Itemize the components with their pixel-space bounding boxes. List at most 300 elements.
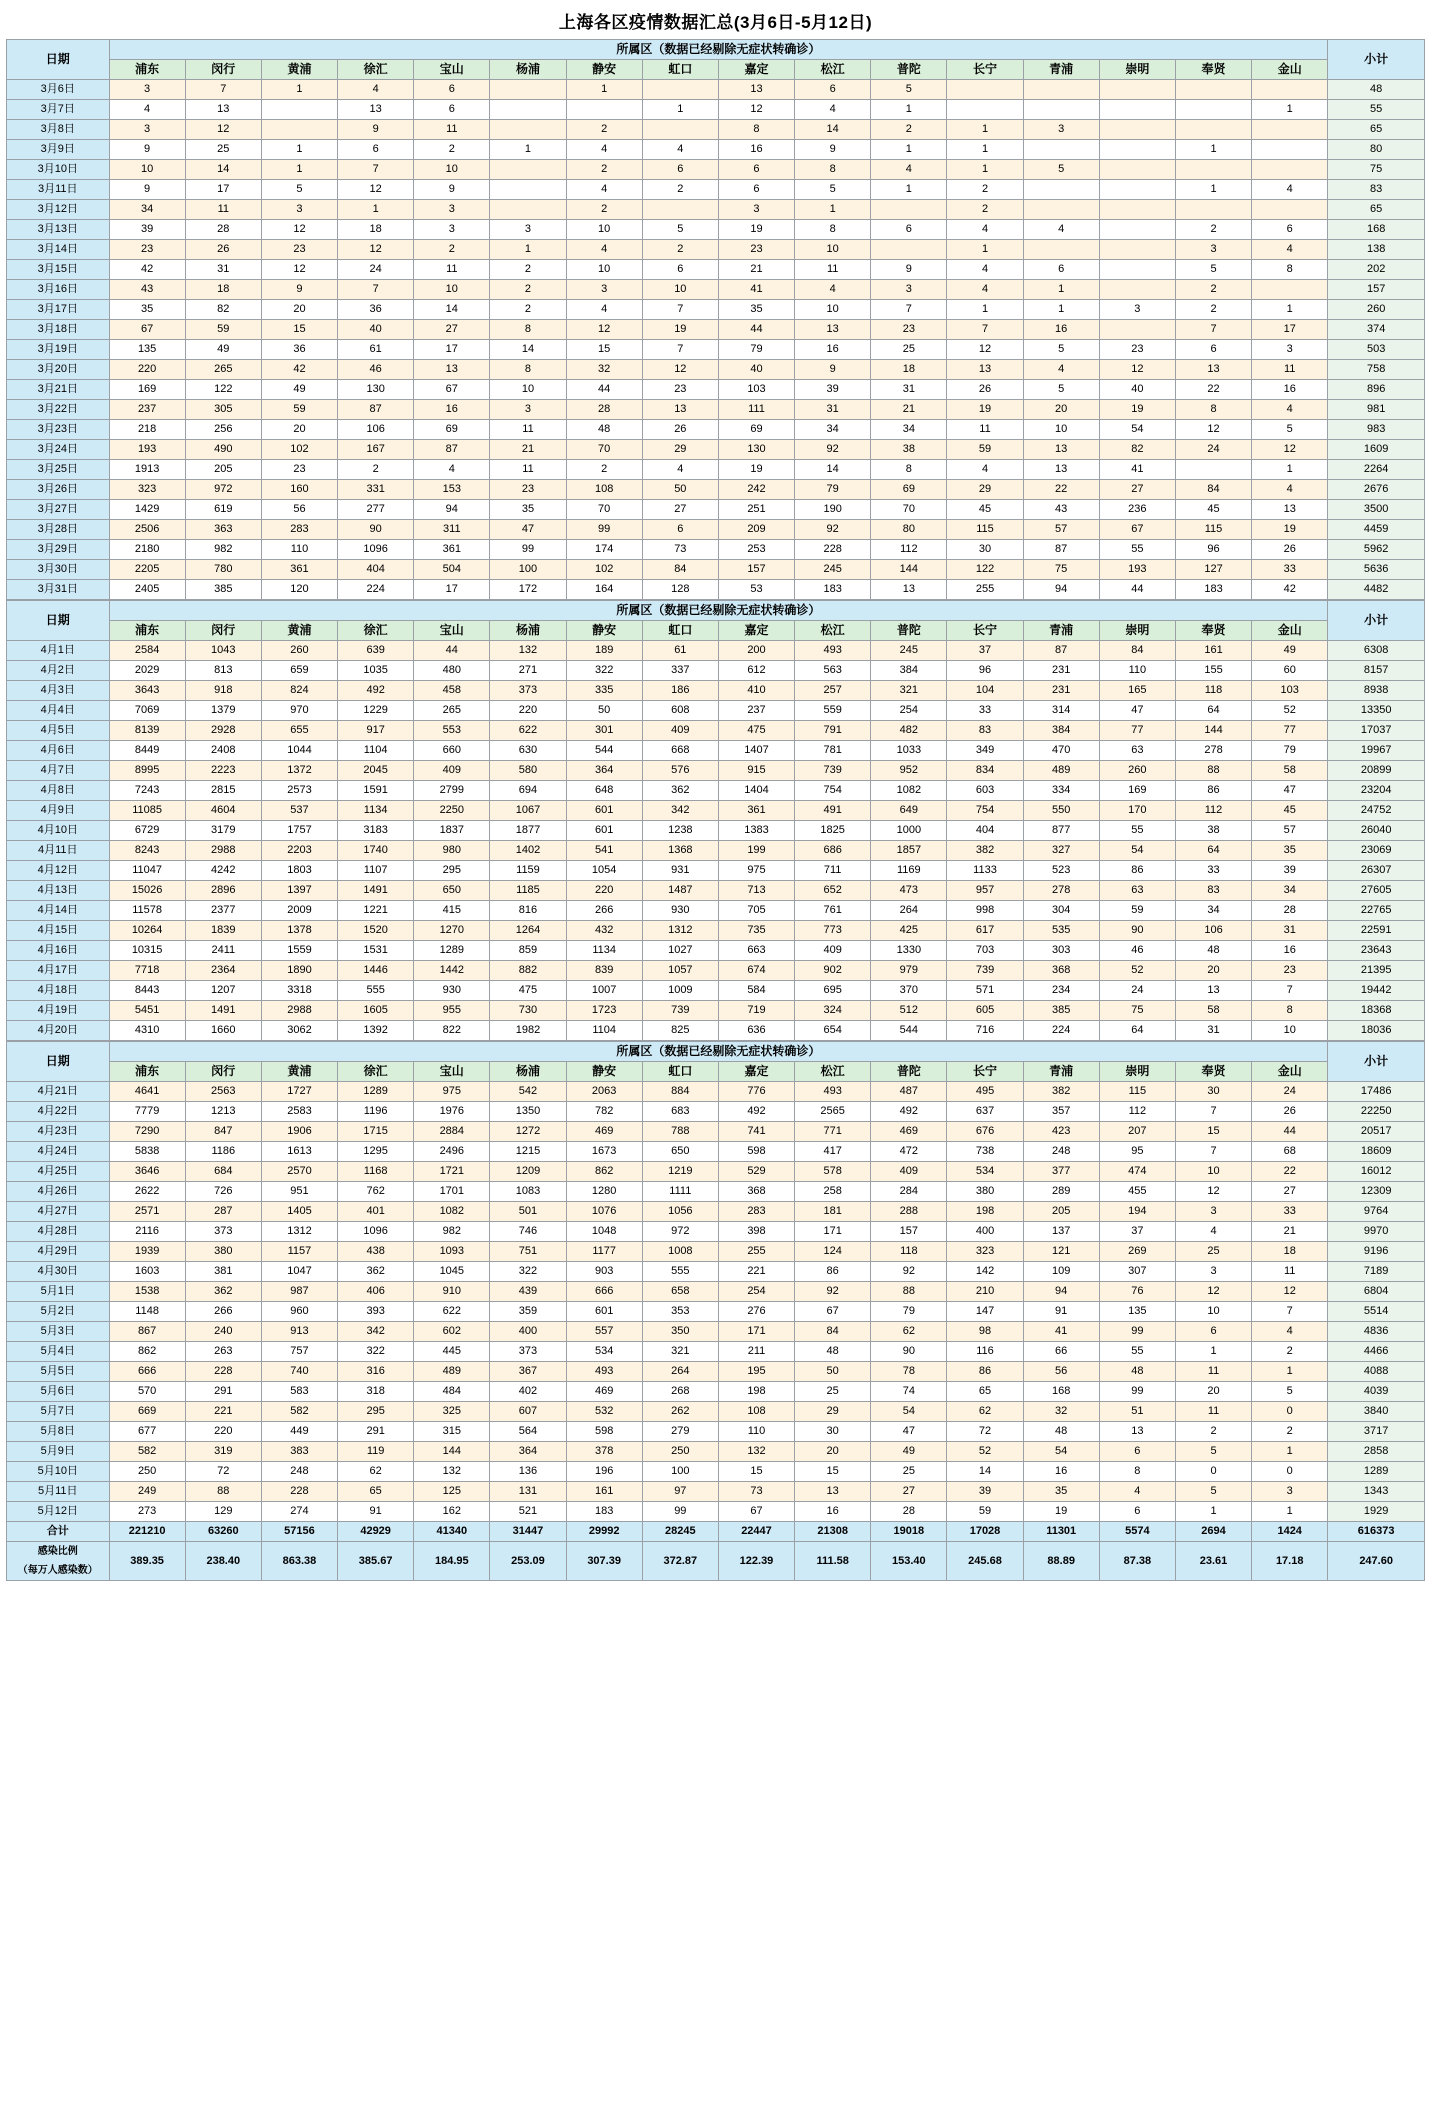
data-cell: 33	[947, 701, 1023, 721]
table-row	[7, 1502, 1425, 1522]
data-cell: 240	[185, 1322, 261, 1342]
data-cell: 1093	[414, 1242, 490, 1262]
data-cell: 695	[795, 981, 871, 1001]
header-district-huangpu: 黄浦	[261, 1062, 337, 1082]
data-cell: 220	[109, 360, 185, 380]
data-cell: 975	[414, 1082, 490, 1102]
data-cell: 975	[718, 861, 794, 881]
data-cell	[1175, 100, 1251, 120]
data-cell: 15	[718, 1462, 794, 1482]
data-cell: 52	[947, 1442, 1023, 1462]
data-cell: 1520	[338, 921, 414, 941]
header-district-jiading: 嘉定	[718, 1062, 794, 1082]
data-cell: 2988	[185, 841, 261, 861]
header-group-2: 所属区（数据已经剔除无症状转确诊）	[109, 601, 1328, 621]
data-cell: 321	[871, 681, 947, 701]
row-date-cell: 5月4日	[7, 1342, 110, 1362]
data-cell: 283	[718, 1202, 794, 1222]
data-cell: 283	[261, 520, 337, 540]
data-cell: 2	[871, 120, 947, 140]
data-cell: 359	[490, 1302, 566, 1322]
data-cell: 370	[871, 981, 947, 1001]
data-cell: 264	[642, 1362, 718, 1382]
table-row	[7, 1082, 1425, 1102]
data-cell: 31	[185, 260, 261, 280]
data-cell: 913	[261, 1322, 337, 1342]
data-cell: 65	[947, 1382, 1023, 1402]
header-district-chongming: 崇明	[1099, 1062, 1175, 1082]
data-cell: 47	[871, 1422, 947, 1442]
data-cell: 137	[1023, 1222, 1099, 1242]
data-cell: 274	[261, 1502, 337, 1522]
data-cell: 228	[795, 540, 871, 560]
data-cell: 35	[109, 300, 185, 320]
data-cell: 666	[566, 1282, 642, 1302]
header-district-baoshan: 宝山	[414, 621, 490, 641]
data-cell: 4	[871, 160, 947, 180]
data-cell: 1531	[338, 941, 414, 961]
data-cell: 67	[795, 1302, 871, 1322]
data-cell: 3	[261, 200, 337, 220]
data-cell: 11	[1175, 1362, 1251, 1382]
data-cell	[490, 120, 566, 140]
data-cell: 559	[795, 701, 871, 721]
data-cell: 1185	[490, 881, 566, 901]
data-cell: 3	[871, 280, 947, 300]
data-cell: 224	[338, 580, 414, 600]
data-cell: 404	[947, 821, 1023, 841]
data-cell: 719	[718, 1001, 794, 1021]
data-cell: 583	[261, 1382, 337, 1402]
row-date-cell: 5月11日	[7, 1482, 110, 1502]
data-cell: 73	[642, 540, 718, 560]
data-cell: 5	[642, 220, 718, 240]
data-cell: 136	[490, 1462, 566, 1482]
data-cell: 2884	[414, 1122, 490, 1142]
data-cell: 380	[947, 1182, 1023, 1202]
page-title: 上海各区疫情数据汇总(3月6日-5月12日)	[558, 13, 873, 32]
data-cell: 598	[718, 1142, 794, 1162]
data-cell: 455	[1099, 1182, 1175, 1202]
data-cell: 94	[1023, 1282, 1099, 1302]
table-row	[7, 1001, 1425, 1021]
data-cell: 74	[871, 1382, 947, 1402]
data-cell: 582	[261, 1402, 337, 1422]
data-cell: 48	[1175, 941, 1251, 961]
data-cell: 780	[185, 560, 261, 580]
data-cell: 1107	[338, 861, 414, 881]
data-cell: 228	[261, 1482, 337, 1502]
data-cell: 10	[1175, 1162, 1251, 1182]
data-cell	[1175, 80, 1251, 100]
data-cell: 382	[947, 841, 1023, 861]
data-cell: 10	[414, 280, 490, 300]
data-cell: 58	[1175, 1001, 1251, 1021]
data-cell: 1	[947, 160, 1023, 180]
data-cell: 95	[1099, 1142, 1175, 1162]
data-cell: 404	[338, 560, 414, 580]
data-cell: 1538	[109, 1282, 185, 1302]
data-cell: 86	[1175, 781, 1251, 801]
data-cell: 617	[947, 921, 1023, 941]
data-cell: 1	[1175, 140, 1251, 160]
header-district-huangpu: 黄浦	[261, 60, 337, 80]
data-cell: 130	[718, 440, 794, 460]
data-cell: 1213	[185, 1102, 261, 1122]
data-cell: 362	[185, 1282, 261, 1302]
data-cell: 683	[642, 1102, 718, 1122]
data-cell: 14	[947, 1462, 1023, 1482]
data-cell: 322	[490, 1262, 566, 1282]
data-cell: 322	[566, 661, 642, 681]
data-cell: 2029	[109, 661, 185, 681]
data-cell: 730	[490, 1001, 566, 1021]
data-cell: 655	[261, 721, 337, 741]
data-cell: 740	[261, 1362, 337, 1382]
data-cell: 1096	[338, 1222, 414, 1242]
data-cell: 19	[1099, 400, 1175, 420]
data-cell: 242	[718, 480, 794, 500]
data-cell: 17	[1252, 320, 1328, 340]
row-date-cell: 5月3日	[7, 1322, 110, 1342]
row-date-cell: 3月26日	[7, 480, 110, 500]
data-cell: 84	[642, 560, 718, 580]
data-cell: 77	[1099, 721, 1175, 741]
header-district-songjiang: 松江	[795, 621, 871, 641]
row-subtotal-cell: 18036	[1328, 1021, 1425, 1041]
row-subtotal-cell: 22591	[1328, 921, 1425, 941]
row-subtotal-cell: 202	[1328, 260, 1425, 280]
data-cell: 14	[795, 120, 871, 140]
data-cell: 39	[109, 220, 185, 240]
data-cell: 862	[566, 1162, 642, 1182]
data-cell: 22	[1023, 480, 1099, 500]
data-cell: 304	[1023, 901, 1099, 921]
data-cell: 6	[338, 140, 414, 160]
data-cell: 40	[338, 320, 414, 340]
row-subtotal-cell: 5514	[1328, 1302, 1425, 1322]
data-cell: 37	[1099, 1222, 1175, 1242]
data-cell: 4	[566, 300, 642, 320]
data-cell: 470	[1023, 741, 1099, 761]
data-cell: 8995	[109, 761, 185, 781]
row-subtotal-cell: 13350	[1328, 701, 1425, 721]
data-cell: 19	[642, 320, 718, 340]
data-cell: 59	[185, 320, 261, 340]
data-cell: 100	[642, 1462, 718, 1482]
data-cell: 7	[1175, 1102, 1251, 1122]
data-cell: 6	[718, 160, 794, 180]
data-cell: 3	[1175, 1262, 1251, 1282]
data-cell: 255	[947, 580, 1023, 600]
data-cell: 492	[871, 1102, 947, 1122]
data-cell: 220	[566, 881, 642, 901]
data-cell: 11578	[109, 901, 185, 921]
data-cell: 2	[490, 280, 566, 300]
data-cell: 19	[947, 400, 1023, 420]
data-cell: 1	[261, 140, 337, 160]
data-cell: 13	[185, 100, 261, 120]
data-cell: 432	[566, 921, 642, 941]
data-cell: 7	[947, 320, 1023, 340]
data-cell: 650	[414, 881, 490, 901]
data-cell: 118	[1175, 681, 1251, 701]
data-cell: 4	[566, 140, 642, 160]
data-cell: 788	[642, 1122, 718, 1142]
row-subtotal-cell: 758	[1328, 360, 1425, 380]
infection-rate-cell: 245.68	[947, 1542, 1023, 1581]
data-cell: 532	[566, 1402, 642, 1422]
infection-rate-cell: 88.89	[1023, 1542, 1099, 1581]
data-cell: 469	[566, 1122, 642, 1142]
header-district-pudong: 浦东	[109, 621, 185, 641]
data-table-section-1	[6, 39, 1425, 600]
data-cell: 24	[1099, 981, 1175, 1001]
data-cell: 739	[947, 961, 1023, 981]
infection-rate-cell: 372.87	[642, 1542, 718, 1581]
data-cell: 79	[718, 340, 794, 360]
data-cell: 15026	[109, 881, 185, 901]
total-cell: 63260	[185, 1522, 261, 1542]
data-cell: 555	[642, 1262, 718, 1282]
row-date-cell: 4月30日	[7, 1262, 110, 1282]
header-district-changning: 长宁	[947, 1062, 1023, 1082]
data-cell: 15	[566, 340, 642, 360]
data-cell: 10	[566, 260, 642, 280]
data-cell: 9	[795, 360, 871, 380]
data-cell: 972	[185, 480, 261, 500]
data-cell: 23	[1099, 340, 1175, 360]
data-cell: 27	[1099, 480, 1175, 500]
data-cell: 739	[795, 761, 871, 781]
data-cell: 1057	[642, 961, 718, 981]
data-cell: 1890	[261, 961, 337, 981]
data-cell: 3	[109, 120, 185, 140]
data-cell: 29	[947, 480, 1023, 500]
row-date-cell: 5月5日	[7, 1362, 110, 1382]
header-district-hongkou: 虹口	[642, 60, 718, 80]
data-cell: 1405	[261, 1202, 337, 1222]
data-cell: 34	[1252, 881, 1328, 901]
data-cell: 70	[871, 500, 947, 520]
data-cell: 762	[338, 1182, 414, 1202]
row-subtotal-cell: 26307	[1328, 861, 1425, 881]
data-cell: 13	[795, 1482, 871, 1502]
data-cell: 25	[1175, 1242, 1251, 1262]
data-cell: 57	[1023, 520, 1099, 540]
data-cell: 960	[261, 1302, 337, 1322]
total-cell: 221210	[109, 1522, 185, 1542]
table-row	[7, 661, 1425, 681]
data-cell: 2	[947, 180, 1023, 200]
data-cell: 29	[795, 1402, 871, 1422]
data-cell	[1099, 140, 1175, 160]
infection-rate-cell: 238.40	[185, 1542, 261, 1581]
table-row	[7, 1362, 1425, 1382]
data-cell: 112	[1175, 801, 1251, 821]
data-cell: 6	[1175, 1322, 1251, 1342]
data-cell: 2	[1175, 1422, 1251, 1442]
data-cell: 2928	[185, 721, 261, 741]
grand-total-cell: 616373	[1328, 1522, 1425, 1542]
data-cell: 1379	[185, 701, 261, 721]
data-cell: 23	[642, 380, 718, 400]
data-cell: 1	[1175, 1342, 1251, 1362]
data-cell: 1491	[338, 881, 414, 901]
data-cell: 6	[642, 160, 718, 180]
data-cell: 726	[185, 1182, 261, 1202]
data-cell: 957	[947, 881, 1023, 901]
data-cell: 231	[1023, 661, 1099, 681]
data-cell: 576	[642, 761, 718, 781]
data-cell: 25	[871, 1462, 947, 1482]
data-cell: 2	[414, 140, 490, 160]
data-cell: 42	[109, 260, 185, 280]
data-cell: 3	[1023, 120, 1099, 140]
table-header-1	[7, 40, 1425, 80]
data-cell: 400	[490, 1322, 566, 1342]
data-cell: 99	[642, 1502, 718, 1522]
data-cell: 8	[718, 120, 794, 140]
data-cell	[1099, 220, 1175, 240]
data-cell: 39	[795, 380, 871, 400]
data-cell: 84	[795, 1322, 871, 1342]
data-cell: 314	[1023, 701, 1099, 721]
row-date-cell: 3月25日	[7, 460, 110, 480]
row-subtotal-cell: 17486	[1328, 1082, 1425, 1102]
data-cell: 13	[1099, 1422, 1175, 1442]
data-cell: 319	[185, 1442, 261, 1462]
header-district-jingan: 静安	[566, 60, 642, 80]
data-cell: 288	[871, 1202, 947, 1222]
data-cell: 12	[566, 320, 642, 340]
data-cell: 10	[566, 220, 642, 240]
totals-row	[7, 1522, 1425, 1542]
data-cell	[947, 100, 1023, 120]
data-cell: 16	[795, 340, 871, 360]
data-cell: 1721	[414, 1162, 490, 1182]
data-cell: 46	[1099, 941, 1175, 961]
data-cell: 1272	[490, 1122, 566, 1142]
data-cell: 1982	[490, 1021, 566, 1041]
data-cell: 174	[566, 540, 642, 560]
data-cell: 121	[1023, 1242, 1099, 1262]
data-cell: 342	[642, 801, 718, 821]
data-cell: 257	[795, 681, 871, 701]
data-cell: 183	[566, 1502, 642, 1522]
table-row	[7, 120, 1425, 140]
data-cell: 1	[1252, 1362, 1328, 1382]
data-cell: 1033	[871, 741, 947, 761]
data-cell: 542	[490, 1082, 566, 1102]
data-cell	[1023, 180, 1099, 200]
totals-label: 合计	[7, 1522, 110, 1542]
data-cell: 28	[871, 1502, 947, 1522]
data-cell: 711	[795, 861, 871, 881]
data-cell: 16	[795, 1502, 871, 1522]
data-cell: 11047	[109, 861, 185, 881]
data-cell: 73	[718, 1482, 794, 1502]
data-cell: 541	[566, 841, 642, 861]
data-cell: 3	[109, 80, 185, 100]
data-cell: 754	[795, 781, 871, 801]
row-subtotal-cell: 3840	[1328, 1402, 1425, 1422]
total-cell: 29992	[566, 1522, 642, 1542]
data-cell: 867	[109, 1322, 185, 1342]
table-row	[7, 1142, 1425, 1162]
data-cell: 21	[1252, 1222, 1328, 1242]
data-cell: 122	[947, 560, 1023, 580]
data-cell	[871, 240, 947, 260]
data-cell: 109	[1023, 1262, 1099, 1282]
data-cell: 16	[414, 400, 490, 420]
data-cell: 167	[338, 440, 414, 460]
data-cell	[1252, 140, 1328, 160]
data-cell: 251	[718, 500, 794, 520]
data-cell: 321	[642, 1342, 718, 1362]
data-cell: 1591	[338, 781, 414, 801]
data-cell: 13	[1023, 440, 1099, 460]
data-cell: 234	[1023, 981, 1099, 1001]
row-subtotal-cell: 6804	[1328, 1282, 1425, 1302]
data-cell: 3	[718, 200, 794, 220]
data-cell: 21	[718, 260, 794, 280]
table-row	[7, 1182, 1425, 1202]
data-cell: 1330	[871, 941, 947, 961]
data-cell: 2405	[109, 580, 185, 600]
data-cell	[261, 120, 337, 140]
data-cell	[490, 160, 566, 180]
row-date-cell: 3月16日	[7, 280, 110, 300]
data-cell: 17	[185, 180, 261, 200]
data-cell: 67	[109, 320, 185, 340]
data-cell: 36	[261, 340, 337, 360]
data-cell: 1047	[261, 1262, 337, 1282]
data-cell: 952	[871, 761, 947, 781]
data-cell: 47	[1252, 781, 1328, 801]
data-cell: 63	[1099, 741, 1175, 761]
row-subtotal-cell: 5636	[1328, 560, 1425, 580]
data-cell: 650	[642, 1142, 718, 1162]
data-cell: 1715	[338, 1122, 414, 1142]
data-cell: 1056	[642, 1202, 718, 1222]
header-district-jinshan: 金山	[1252, 621, 1328, 641]
data-cell: 62	[871, 1322, 947, 1342]
data-cell: 601	[566, 821, 642, 841]
data-cell: 301	[566, 721, 642, 741]
header-district-fengxian: 奉贤	[1175, 60, 1251, 80]
data-cell: 44	[1099, 580, 1175, 600]
data-cell: 8243	[109, 841, 185, 861]
data-cell: 26	[642, 420, 718, 440]
data-cell: 260	[261, 641, 337, 661]
data-cell: 67	[718, 1502, 794, 1522]
data-cell: 534	[566, 1342, 642, 1362]
row-date-cell: 3月30日	[7, 560, 110, 580]
data-cell	[642, 80, 718, 100]
infection-rate-cell: 307.39	[566, 1542, 642, 1581]
table-row	[7, 821, 1425, 841]
data-cell: 24	[1252, 1082, 1328, 1102]
table-row	[7, 520, 1425, 540]
data-cell: 1	[1175, 1502, 1251, 1522]
row-subtotal-cell: 9764	[1328, 1202, 1425, 1222]
data-cell: 153	[414, 480, 490, 500]
data-cell: 287	[185, 1202, 261, 1222]
data-cell: 63	[1099, 881, 1175, 901]
data-cell: 56	[1023, 1362, 1099, 1382]
data-cell: 1264	[490, 921, 566, 941]
